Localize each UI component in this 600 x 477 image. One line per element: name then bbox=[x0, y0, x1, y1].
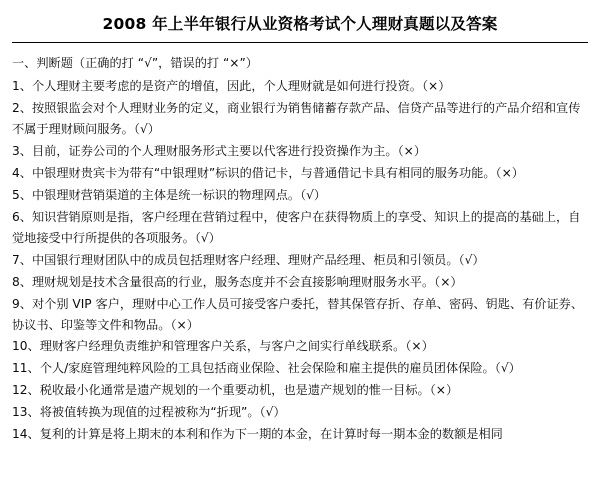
question-item: 2、按照银监会对个人理财业务的定义，商业银行为销售储蓄存款产品、信贷产品等进行的产品介绍和宣传不属于理财顾问服务。（√） bbox=[12, 100, 581, 136]
question-item: 7、中国银行理财团队中的成员包括理财客户经理、理财产品经理、柜员和引领员。（√） bbox=[12, 252, 485, 267]
question-item: 13、将被值转换为现值的过程被称为“折现”。（√） bbox=[12, 405, 286, 420]
question-item: 11、个人/家庭管理纯粹风险的工具包括商业保险、社会保险和雇主提供的雇员团体保险。（√） bbox=[12, 361, 521, 376]
section-heading: 一、判断题（正确的打 “√”，错误的打 “×”） bbox=[12, 55, 258, 70]
title-divider bbox=[12, 42, 588, 43]
document-body bbox=[12, 53, 588, 446]
question-item: 12、税收最小化通常是遗产规划的一个重要动机，也是遗产规划的惟一目标。（×） bbox=[12, 383, 459, 398]
question-item: 9、对个别 VIP 客户，理财中心工作人员可接受客户委托，替其保管存折、存单、密码、钥匙、有价证券、协议书、印鉴等文件和物品。（×） bbox=[12, 296, 584, 332]
question-item: 10、理财客户经理负责维护和管理客户关系，与客户之间实行单线联系。（×） bbox=[12, 339, 434, 354]
page-title: 2008 年上半年银行从业资格考试个人理财真题以及答案 bbox=[102, 15, 498, 33]
question-item: 5、中银理财营销渠道的主体是统一标识的物理网点。（√） bbox=[12, 187, 327, 202]
question-item: 14、复利的计算是将上期末的本利和作为下一期的本金，在计算时每一期本金的数额是相同 bbox=[12, 427, 503, 442]
question-item: 4、中银理财贵宾卡为带有“中银理财”标识的借记卡，与普通借记卡具有相同的服务功能。（×） bbox=[12, 165, 524, 180]
question-item: 3、目前，证券公司的个人理财服务形式主要以代客进行投资操作为主。（×） bbox=[12, 143, 427, 158]
question-item: 8、理财规划是技术含量很高的行业，服务态度并不会直接影响理财服务水平。（×） bbox=[12, 274, 463, 289]
question-item: 6、知识营销原则是指，客户经理在营销过程中，使客户在获得物质上的享受、知识上的提高的基础上，自觉地接受中行所提供的各项服务。（√） bbox=[12, 209, 581, 245]
question-item: 1、个人理财主要考虑的是资产的增值，因此，个人理财就是如何进行投资。（×） bbox=[12, 78, 451, 93]
